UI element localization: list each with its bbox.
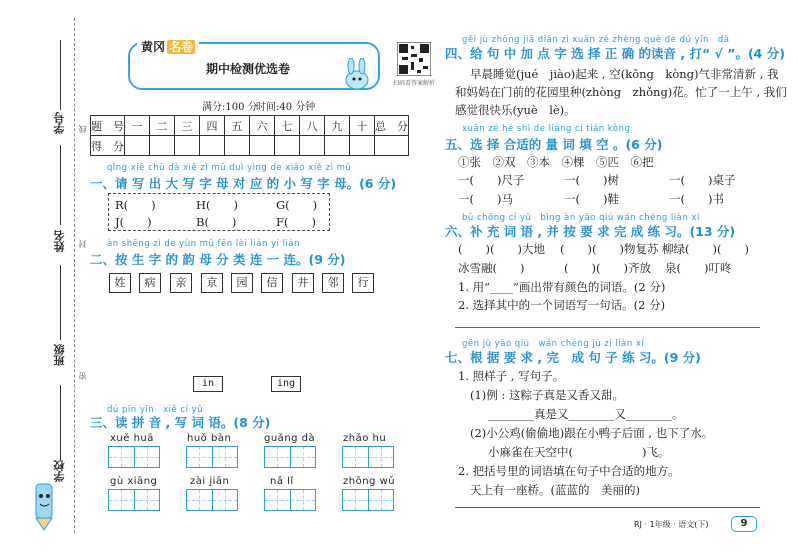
- score-input-cell[interactable]: [325, 136, 350, 156]
- q3-writing-grid[interactable]: [108, 446, 160, 468]
- score-input-cell[interactable]: [225, 136, 250, 156]
- q5-blank[interactable]: 一( )鞋: [564, 192, 619, 206]
- q3-pinyin: dú pīn yīn xiě cí yǔ: [107, 405, 204, 415]
- pencil-mascot-icon: [24, 480, 64, 532]
- q5-blank[interactable]: 一( )树: [564, 173, 619, 187]
- q6-title: 六、补 充 词 语 , 并 按 要 求 完 成 练 习。(13 分): [445, 224, 736, 239]
- q2-rime[interactable]: in: [193, 376, 223, 392]
- q3-writing-grid[interactable]: [264, 489, 316, 511]
- q7-blank[interactable]: ________真是又________又________。: [488, 407, 684, 421]
- rabbit-mascot-icon: [340, 58, 374, 90]
- page-title: 期中检测优选卷: [206, 62, 291, 76]
- q7-text: 1. 照样子 , 写句子。: [458, 369, 565, 383]
- q5-pinyin: xuǎn zé hé shì de liàng cí tián kòng: [462, 124, 631, 134]
- q7-text: (1)例 : 这粽子真是又香又甜。: [470, 388, 624, 402]
- qr-code-icon: [397, 42, 431, 76]
- score-cell: 三: [175, 116, 200, 136]
- score-cell: 八: [300, 116, 325, 136]
- q4-line: 感觉很快乐(yuè lè)。: [455, 103, 576, 117]
- q3-word-pinyin: nǎ lǐ: [270, 476, 294, 487]
- qr-caption: 扫码看答案解析: [393, 80, 436, 87]
- q3-word-pinyin: gù xiāng: [110, 476, 158, 487]
- q1-pinyin: qǐng xiě chū dà xiě zì mǔ duì yìng de xiǎo xiě zì mǔ: [107, 163, 352, 173]
- q7-pinyin: gēn jù yāo qiú wán chéng jù zi liàn xí: [462, 339, 645, 349]
- q3-word-pinyin: xuě huā: [110, 433, 154, 444]
- q1-item[interactable]: G( ): [276, 198, 318, 212]
- full-score: 满分:100 分: [202, 102, 258, 113]
- page-number: 9: [731, 516, 757, 532]
- q2-char[interactable]: 信: [261, 273, 283, 293]
- q4-line: 早晨睡觉(jué jiào)起来 , 空(kōng kòng)气非常清新 , 我: [470, 67, 779, 81]
- school-label: 学校: [53, 460, 66, 482]
- q1-item[interactable]: R( ): [115, 198, 156, 212]
- score-input-cell[interactable]: [250, 136, 275, 156]
- q1-item[interactable]: F( ): [276, 215, 316, 229]
- q3-word-pinyin: zhōng wǔ: [343, 476, 396, 487]
- q3-word-pinyin: zài jiān: [190, 476, 230, 487]
- q2-title: 二、按 生 字 的 韵 母 分 类 连 一 连。(9 分): [90, 252, 346, 267]
- q3-writing-grid[interactable]: [342, 446, 394, 468]
- q3-writing-grid[interactable]: [186, 446, 238, 468]
- q7-text: 2. 把括号里的词语填在句子中合适的地方。: [458, 464, 680, 478]
- q3-writing-grid[interactable]: [186, 489, 238, 511]
- score-input-cell[interactable]: [125, 136, 150, 156]
- q3-writing-grid[interactable]: [342, 489, 394, 511]
- score-table-score-row: [91, 136, 409, 156]
- q1-item[interactable]: B( ): [196, 215, 237, 229]
- q6-task: 2. 选择其中的一个词语写一句话。(2 分): [458, 298, 666, 312]
- score-cell: 题 号: [91, 116, 125, 136]
- q6-answer-line[interactable]: [455, 327, 760, 328]
- score-input-cell[interactable]: [300, 136, 325, 156]
- q2-char[interactable]: 姓: [109, 273, 131, 293]
- q7-text: 天上有一座桥。(蓝蓝的 美丽的): [470, 483, 640, 497]
- name-label: 姓名: [53, 230, 66, 252]
- q6-blank[interactable]: 泉( )叮咚: [665, 261, 732, 275]
- score-cell: 二: [150, 116, 175, 136]
- score-input-cell[interactable]: [350, 136, 375, 156]
- q7-answer-line[interactable]: [455, 507, 760, 508]
- q2-char[interactable]: 井: [292, 273, 314, 293]
- course-label: RJ · 1年级 · 语文(下): [634, 520, 709, 529]
- score-cell: 四: [200, 116, 225, 136]
- q2-char[interactable]: 京: [201, 273, 223, 293]
- score-input-cell[interactable]: [150, 136, 175, 156]
- seal-mark-seal: 封: [78, 240, 87, 248]
- name-line: [60, 145, 61, 225]
- q5-blank[interactable]: 一( )马: [458, 192, 513, 206]
- q6-blank[interactable]: 柳绿( )( ): [662, 242, 749, 256]
- q4-pinyin: gěi jù zhōng jiā diǎn zì xuǎn zé zhèng què de dú yīn dǎ: [462, 35, 730, 45]
- score-cell: 五: [225, 116, 250, 136]
- class-line: [60, 265, 61, 340]
- q1-title: 一、请 写 出 大 写 字 母 对 应 的 小 写 字 母。(6 分): [90, 176, 397, 191]
- q3-writing-grid[interactable]: [264, 446, 316, 468]
- q6-blank[interactable]: ( )( )物复苏: [560, 242, 659, 256]
- q2-pinyin: àn shēng zì de yùn mǔ fēn lèi lián yi lián: [107, 239, 300, 249]
- q5-blank[interactable]: 一( )尺子: [458, 173, 525, 187]
- q6-blank[interactable]: ( )( )齐放: [564, 261, 651, 275]
- q2-char[interactable]: 邻: [322, 273, 344, 293]
- q7-blank[interactable]: 小麻雀在天空中( )飞。: [488, 445, 670, 459]
- school-line: [60, 385, 61, 460]
- q2-char[interactable]: 行: [352, 273, 374, 293]
- q3-word-pinyin: zhǎo hu: [343, 433, 387, 444]
- q7-title: 七、根 据 要 求 , 完 成 句 子 练 习。(9 分): [445, 350, 701, 365]
- q1-item[interactable]: J( ): [115, 215, 152, 229]
- score-input-cell[interactable]: [275, 136, 300, 156]
- score-cell: 一: [125, 116, 150, 136]
- q2-char[interactable]: 亲: [170, 273, 192, 293]
- q6-blank[interactable]: 冰雪融( ): [458, 261, 525, 275]
- score-input-cell[interactable]: [200, 136, 225, 156]
- q5-blank[interactable]: 一( )书: [669, 192, 724, 206]
- margin-fold-line: [74, 18, 75, 533]
- time-limit: 时间:40 分钟: [256, 102, 316, 113]
- score-input-cell[interactable]: [375, 136, 409, 156]
- q3-word-pinyin: huǒ bàn: [187, 433, 232, 444]
- score-cell: 九: [325, 116, 350, 136]
- q5-options: ①张 ②双 ③本 ④棵 ⑤匹 ⑥把: [458, 155, 654, 169]
- score-cell: 总 分: [375, 116, 409, 136]
- score-cell: 七: [275, 116, 300, 136]
- seal-mark-secret: 密: [78, 372, 87, 380]
- score-table-header-row: [91, 116, 409, 136]
- q2-char[interactable]: 病: [139, 273, 161, 293]
- q4-title: 四、给 句 中 加 点 字 选 择 正 确 的读音 , 打“ √ ”。(4 分): [445, 46, 785, 61]
- score-table: [90, 115, 409, 156]
- q1-item[interactable]: H( ): [196, 198, 239, 212]
- score-input-cell[interactable]: [175, 136, 200, 156]
- q3-writing-grid[interactable]: [108, 489, 160, 511]
- student-no-line: [60, 40, 61, 110]
- q6-blank[interactable]: ( )( )大地: [458, 242, 545, 256]
- q2-char[interactable]: 园: [231, 273, 253, 293]
- q3-title: 三、读 拼 音 , 写 词 语。(8 分): [90, 415, 271, 430]
- q3-word-pinyin: guǎng dà: [264, 433, 316, 444]
- q5-title: 五、选 择 合适的 量 词 填 空 。(6 分): [445, 137, 663, 152]
- q5-blank[interactable]: 一( )桌子: [669, 173, 736, 187]
- q2-rime[interactable]: ing: [271, 376, 301, 392]
- score-cell: 六: [250, 116, 275, 136]
- q7-text: (2)小公鸡(偷偷地)跟在小鸭子后面 , 也下了水。: [470, 426, 714, 440]
- seal-mark-line: 线: [78, 125, 87, 133]
- score-cell: 十: [350, 116, 375, 136]
- q6-task: 1. 用“____”画出带有颜色的词语。(2 分): [458, 280, 666, 294]
- student-no-label: 学号: [53, 112, 66, 134]
- q4-line: 和妈妈在门前的花园里种(zhòng zhǒng)花。忙了一上午 , 我们: [455, 85, 787, 99]
- q6-pinyin: bǔ chōng cí yǔ bìng àn yāo qiú wán chéng liàn xí: [462, 213, 700, 223]
- class-label: 班级: [53, 344, 66, 366]
- brand-logo: 黄冈 名卷: [137, 38, 199, 55]
- score-cell: 得 分: [91, 136, 125, 156]
